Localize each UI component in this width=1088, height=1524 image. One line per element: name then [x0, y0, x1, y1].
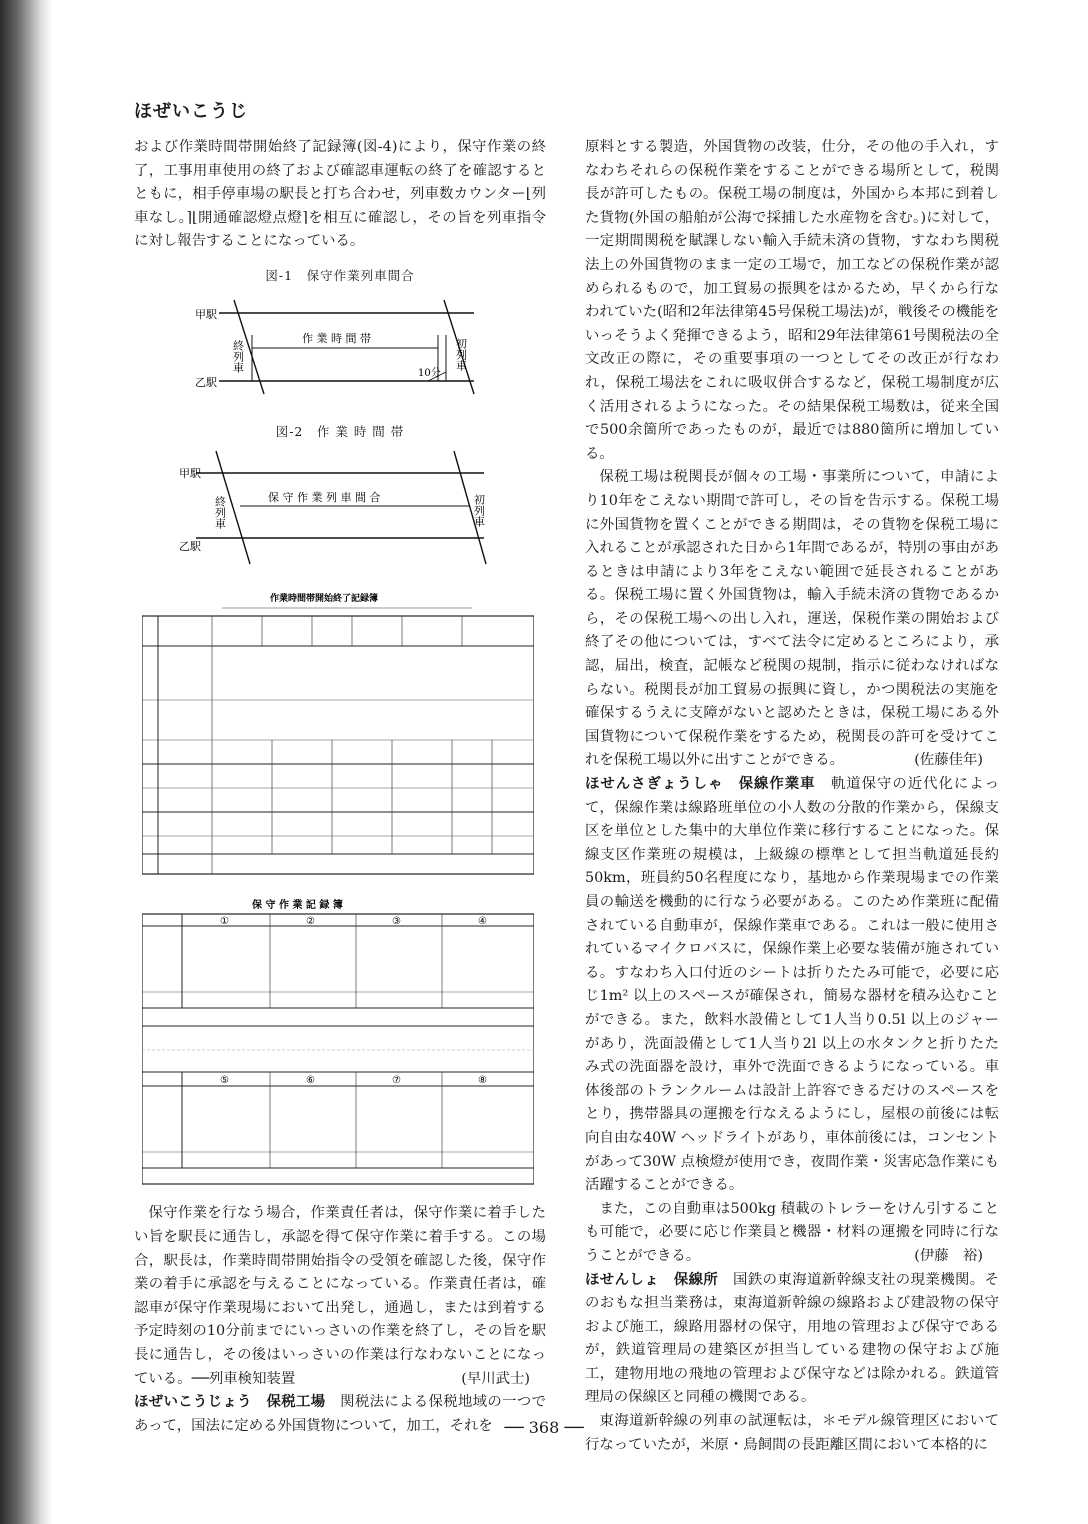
fig1-gap-label: 10分: [418, 367, 441, 379]
entry-hozei-koujou-heading: ほぜいこうじょう 保税工場: [134, 1394, 326, 1411]
trailer-paragraph: [585, 1198, 999, 1269]
fig1-station-a: 甲駅: [195, 307, 217, 321]
running-header: ほぜいこうじ: [134, 101, 248, 122]
author-signature-3: (伊藤 裕): [914, 1247, 983, 1264]
page-number: ── 368 ──: [504, 1418, 584, 1437]
left-column: [134, 136, 546, 1438]
intro-paragraph: および作業時間帯開始終了記録簿(図-4)により，保守作業の終了，工事用車使用の終了および確認車運転の終了を確認するとともに，相手停車場の駅長と打ち合わせ，列車数カウンター⌊列車なし。⌉⌊開通確認燈点燈⌉を相互に確認し，その旨を列車指令に対し報告することになっている。: [134, 139, 546, 250]
entry-hosensho-text: 国鉄の東海道新幹線支社の現業機関。そのおもな担当業務は，東海道新幹線の線路および建設物の保守および施工，線路用器材の保守，用地の管理および保守であるが，鉄道管理局の建築区が担当している建物の保守および施工，建物用地の飛地の管理および保守などは除かれる。鉄道管理局の保線区と同種の機関である。: [585, 1271, 999, 1406]
form4-slot-6: ⑥: [306, 1075, 315, 1087]
fig1-band-label: 作 業 時 間 帯: [302, 331, 371, 345]
form4-slot-1: ①: [220, 916, 229, 928]
figure-1-diagram: [134, 290, 546, 402]
bonded-factory-paragraph-2: [585, 466, 999, 773]
fig2-band-label: 保 守 作 業 列 車 間 合: [268, 490, 381, 504]
form3-title: 作業時間帯開始終了記録簿: [270, 594, 379, 605]
entry-hosensho-heading: ほせんしょ 保線所: [585, 1271, 719, 1288]
right-column: [585, 136, 999, 1457]
figure-2-diagram: [134, 446, 546, 572]
author-signature-1: (早川武士): [461, 1370, 530, 1387]
form4-slot-4: ④: [478, 916, 487, 928]
trailer-paragraph-text: また，この自動車は500kg 積載のトレラーをけん引することも可能で，必要に応じ作業員と機器・材料の運搬を同時に行なうことができる。: [585, 1200, 999, 1264]
fig1-station-b: 乙駅: [195, 375, 217, 389]
maintenance-procedure-paragraph: [134, 1202, 546, 1391]
author-signature-2: (佐藤佳年): [914, 752, 983, 769]
entry-hosen-sagyousha: [585, 773, 999, 1198]
form4-slot-2: ②: [306, 916, 315, 928]
entry-hosensho: [585, 1269, 999, 1411]
fig1-first-train-label: 初列車: [454, 337, 468, 371]
bonded-factory-paragraph-2-text: 保税工場は税関長が個々の工場・事業所について，申請により10年をこえない期間で許可し，その旨を告示する。保税工場に外国貨物を置くことができる期間は，その貨物を保税工場に入れることが承認された日から1年間であるが，特別の事由があるときは申請により3年をこえない範囲で延長されることがある。保税工場に置く外国貨物は，輸入手続未済の貨物であるから，その保税工場への出し入れ，運送，保税作業の開始および終了その他については，すべて法令に定めるところにより，承認，届出，検査，記帳など税関の規制，指示に従わなければならない。税関長が加工貿易の振興に資し，かつ関税法の実施を確保するうえに支障がないと認めたときは，保税工場にある外国貨物について保税作業をするため，税関長の許可を受けてこれを保税工場以外に出すことができる。: [585, 469, 999, 769]
fig2-last-train-label: 終列車: [213, 495, 227, 529]
entry-hosen-sagyousha-text: 軌道保守の近代化によって，保線作業は線路班単位の小人数の分散的作業から，保線支区を単位とした集中的大単位作業に移行することになった。保線支区作業班の規模は，上級線の標準として担当軌道延長約50km，班員約50名程度になり，基地から作業現場までの作業員の輸送を機動的に行なう必要がある。このため作業班に配備されている自動車が，保線作業車である。これは一般に使用されているマイクロバスに，保線作業上必要な装備が施されている。すなわち入口付近のシートは折りたたみ可能で，必要に応じ1m² 以上のスペースが確保され，簡易な器材を積み込むことができる。また，飲料水設備として1人当り0.5l 以上のジャーがあり，洗面設備として1人当り2l 以上の水タンクと折りたたみ式の洗面器を設け，車外で洗面できるようになっている。車体後部のトランクルームは設計上許容できるだけのスペースをとり，携帯器具の運搬を行なえるようにし，屋根の前後には転向自由な40W ヘッドライトがあり，車体前後には，コンセントがあって30W 点検燈が使用でき，夜間作業・災害応急作業にも活躍することができる。: [585, 776, 999, 1194]
shinkansen-trial-paragraph: 東海道新幹線の列車の試運転は，＊モデル線管理区において行なっていたが，米原・鳥飼間の長距離区間において本格的に: [585, 1413, 999, 1453]
fig2-station-b: 乙駅: [179, 539, 201, 553]
form4-slot-3: ③: [392, 916, 401, 928]
fig2-first-train-label: 初列車: [472, 493, 486, 527]
form4-slot-7: ⑦: [392, 1075, 401, 1087]
figure-4-record-form: [142, 896, 534, 1196]
figure-1-caption: 図-1 保守作業列車間合: [265, 267, 415, 283]
fig2-station-a: 甲駅: [179, 466, 201, 480]
bonded-factory-paragraph-1: 原料とする製造，外国貨物の改装，仕分，その他の手入れ，すなわちそれらの保税作業をすることができる場所として，税関長が許可したもの。保税工場の制度は，外国から本邦に到着した貨物(外国の船舶が公海で採捕した水産物を含む。)に対して，一定期間関税を賦課しない輸入手続未済の貨物，すなわち関税法上の外国貨物のまま一定の工場で，加工などの保税作業が認められるもので，加工貿易の振興をはかるため，早くから行なわれていた(昭和2年法律第45号保税工場法)が，戦後その機能をいっそうよく発揮できるよう，昭和29年法律第61号関税法の全文改正の際に，その重要事項の一つとしてその改正が行なわれ，保税工場法をこれに吸収併合するなど，保税工場制度が広く活用されるようになった。その結果保税工場数は，従来全国で500余箇所であったものが，最近では880箇所に増加している。: [585, 139, 999, 462]
form4-slot-8: ⑧: [478, 1075, 487, 1087]
scan-binding-shadow: [0, 0, 52, 1524]
figure-2-caption: 図-2 作 業 時 間 帯: [275, 424, 405, 440]
entry-hozei-koujou-text: 関税法による保税地域の一つであって，国法に定める外国貨物について，加工，それを: [134, 1394, 546, 1434]
figure-3-log-form: [142, 588, 534, 888]
fig1-last-train-label: 終列車: [231, 339, 245, 373]
entry-hosen-sagyousha-heading: ほせんさぎょうしゃ 保線作業車: [585, 776, 816, 793]
form4-title: 保 守 作 業 記 録 簿: [252, 900, 343, 912]
maintenance-procedure-text: 保守作業を行なう場合，作業責任者は，保守作業に着手したい旨を駅長に通告し，承認を得て保守作業に着手する。この場合，駅長は，作業時間帯開始指令の受領を確認した後，保守作業の着手に承認を与えることになっている。作業責任者は，確認車が保守作業現場において出発し，通過し，または到着する予定時刻の10分前までにいっさいの作業を終了し，その旨を駅長に通告し，その後はいっさいの作業は行なわないことになっている。──列車検知装置: [134, 1205, 546, 1387]
form4-slot-5: ⑤: [220, 1075, 229, 1087]
